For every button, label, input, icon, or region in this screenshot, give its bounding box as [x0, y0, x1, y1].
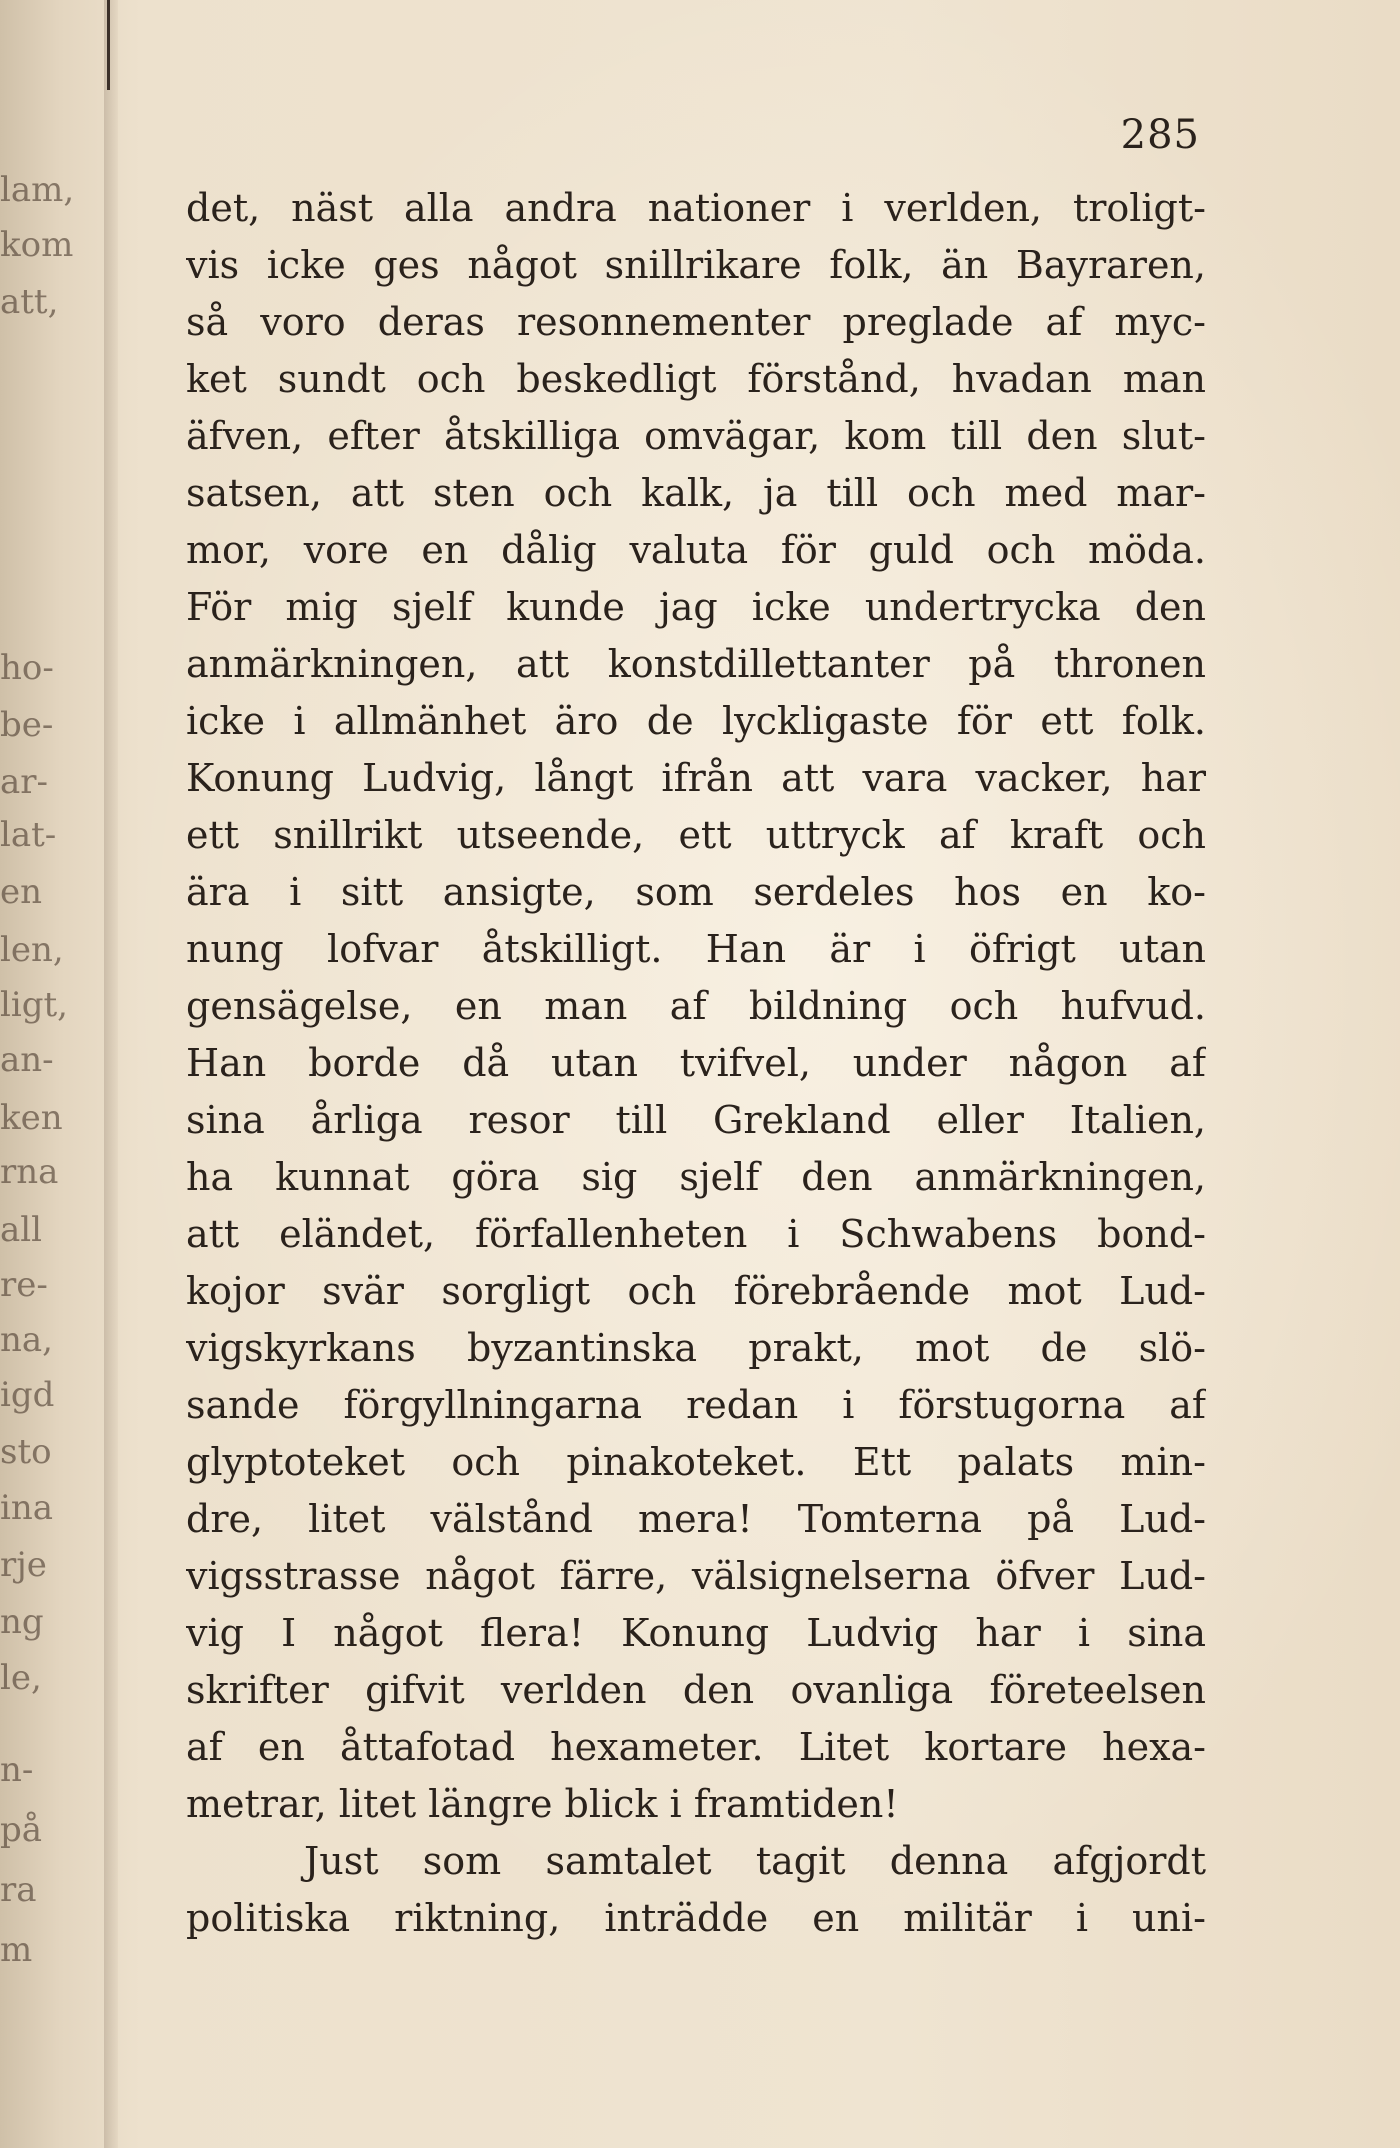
text-line: För mig sjelf kunde jag icke undertrycka den — [186, 585, 1206, 629]
bleed-fragment: ken — [0, 1098, 63, 1138]
bleed-fragment: re- — [0, 1265, 48, 1305]
text-line: äfven, efter åtskilliga omvägar, kom till den slut- — [186, 414, 1206, 458]
bleed-fragment: ligt, — [0, 985, 68, 1025]
bleed-fragment: rje — [0, 1545, 47, 1585]
bleed-fragment: på — [0, 1810, 43, 1850]
bleed-fragment: lam, — [0, 170, 75, 210]
bleed-fragment: le, — [0, 1658, 42, 1698]
bleed-fragment: all — [0, 1210, 43, 1250]
page-gutter — [104, 0, 118, 2148]
text-line: anmärkningen, att konstdillettanter på thronen — [186, 642, 1206, 686]
bleed-fragment: lat- — [0, 815, 57, 855]
text-line: det, näst alla andra nationer i verlden, troligt- — [186, 186, 1206, 230]
text-line: metrar, litet längre blick i framtiden! — [186, 1782, 899, 1826]
bleed-fragment: an- — [0, 1040, 54, 1080]
bleed-fragment: m — [0, 1930, 33, 1970]
bleed-fragment: ho- — [0, 648, 54, 688]
text-line: att eländet, förfallenheten i Schwabens bond- — [186, 1212, 1206, 1256]
text-line: politiska riktning, inträdde en militär i uni- — [186, 1896, 1206, 1940]
bleed-fragment: ina — [0, 1488, 54, 1528]
text-line: gensägelse, en man af bildning och hufvud. — [186, 984, 1206, 1028]
text-line: nung lofvar åtskilligt. Han är i öfrigt utan — [186, 927, 1206, 971]
bleed-fragment: rna — [0, 1152, 59, 1192]
text-line: ket sundt och beskedligt förstånd, hvadan man — [186, 357, 1206, 401]
text-line: skrifter gifvit verlden den ovanliga företeelsen — [186, 1668, 1206, 1712]
text-line: icke i allmänhet äro de lyckligaste för ett folk. — [186, 699, 1206, 743]
text-line: mor, vore en dålig valuta för guld och möda. — [186, 528, 1206, 572]
bleed-fragment: be- — [0, 705, 54, 745]
text-line: dre, litet välstånd mera! Tomterna på Lud- — [186, 1497, 1206, 1541]
bleed-fragment: n- — [0, 1750, 34, 1790]
bleed-fragment: kom — [0, 225, 74, 265]
bleed-fragment: ra — [0, 1870, 37, 1910]
text-line: så voro deras resonnementer preglade af myc- — [186, 300, 1206, 344]
text-line: Han borde då utan tvifvel, under någon af — [186, 1041, 1206, 1085]
text-line: vigsstrasse något färre, välsignelserna öfver Lud- — [186, 1554, 1206, 1598]
text-line: ära i sitt ansigte, som serdeles hos en ko- — [186, 870, 1206, 914]
text-line: ha kunnat göra sig sjelf den anmärkningen, — [186, 1155, 1206, 1199]
body-text — [186, 180, 1206, 1947]
bleed-fragment: ng — [0, 1602, 44, 1642]
text-line: Just som samtalet tagit denna afgjordt — [304, 1839, 1206, 1883]
bleed-fragment: ar- — [0, 762, 49, 802]
bleed-fragment: igd — [0, 1375, 55, 1415]
text-line: ett snillrikt utseende, ett uttryck af kraft och — [186, 813, 1206, 857]
bleed-fragment: en — [0, 872, 43, 912]
text-line: vigskyrkans byzantinska prakt, mot de slö- — [186, 1326, 1206, 1370]
text-line: vig I något flera! Konung Ludvig har i sina — [186, 1611, 1206, 1655]
text-line: Konung Ludvig, långt ifrån att vara vacker, har — [186, 756, 1206, 800]
bleed-fragment: na, — [0, 1320, 53, 1360]
text-line: glyptoteket och pinakoteket. Ett palats min- — [186, 1440, 1206, 1484]
text-line: sande förgyllningarna redan i förstugorna af — [186, 1383, 1206, 1427]
spine-line — [107, 0, 110, 90]
text-line: kojor svär sorgligt och förebrående mot Lud- — [186, 1269, 1206, 1313]
text-line: sina årliga resor till Grekland eller Italien, — [186, 1098, 1206, 1142]
text-line: af en åttafotad hexameter. Litet kortare hexa- — [186, 1725, 1206, 1769]
page-number: 285 — [1120, 112, 1200, 158]
facing-page-bleed — [0, 170, 90, 2000]
bleed-fragment: att, — [0, 282, 59, 322]
text-line: satsen, att sten och kalk, ja till och med mar- — [186, 471, 1206, 515]
bleed-fragment: sto — [0, 1432, 52, 1472]
text-line: vis icke ges något snillrikare folk, än Bayraren, — [186, 243, 1206, 287]
bleed-fragment: len, — [0, 930, 64, 970]
